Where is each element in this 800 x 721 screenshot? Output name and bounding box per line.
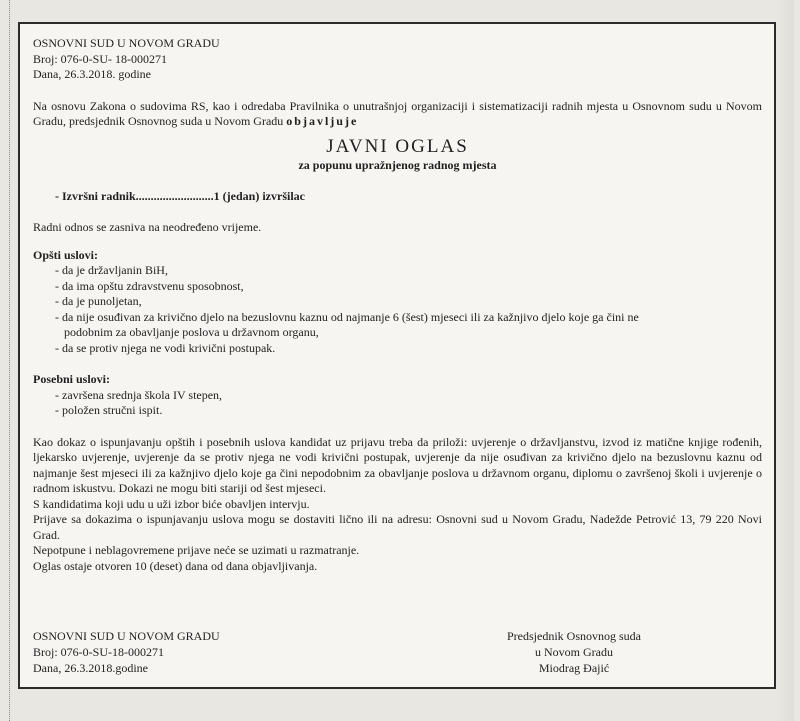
intro-verb: objavljuje — [286, 114, 359, 128]
header-court: OSNOVNI SUD U NOVOM GRADU — [33, 36, 220, 50]
list-item: - da je punoljetan, — [55, 294, 142, 308]
public-notice — [18, 22, 776, 689]
special-conditions-heading: Posebni uslovi: — [33, 372, 111, 386]
general-conditions-heading: Opšti uslovi: — [33, 247, 99, 262]
header-date: Dana, 26.3.2018. godine — [33, 67, 151, 81]
signature-block — [489, 628, 659, 676]
incomplete-paragraph: Nepotpune i neblagovremene prijave neće se uzimati u razmatranje. — [33, 543, 360, 557]
list-item: - završena srednja škola IV stepen, — [55, 387, 223, 402]
list-item: - da je državljanin BiH, — [55, 263, 168, 277]
general-conditions-list — [55, 263, 762, 356]
intro-paragraph — [33, 99, 762, 130]
signatory-name: Miodrag Đajić — [538, 661, 610, 675]
list-item: - da se protiv njega ne vodi krivični postupak. — [55, 340, 276, 355]
notice-body — [33, 36, 762, 574]
footer-number: Broj: 076-0-SU-18-000271 — [33, 645, 164, 659]
scan-shadow — [776, 0, 794, 721]
footer-left — [33, 628, 220, 676]
interview-paragraph: S kandidatima koji udu u uži izbor biće obavljen intervju. — [33, 496, 310, 511]
duration-paragraph: Oglas ostaje otvoren 10 (deset) dana od dana objavljivanja. — [33, 558, 318, 573]
margin-dotted-rule — [9, 0, 10, 721]
employment-type: Radni odnos se zasniva na neodređeno vrijeme. — [33, 220, 262, 234]
footer-date: Dana, 26.3.2018.godine — [33, 661, 148, 675]
special-conditions-list — [55, 388, 762, 419]
list-item — [55, 310, 762, 341]
notice-title: JAVNI OGLAS — [326, 135, 469, 157]
footer-court: OSNOVNI SUD U NOVOM GRADU — [33, 629, 220, 643]
list-item-text: - da nije osuđivan za krivično djelo na bezuslovnu kaznu od najmanje 6 (šest) mjeseci ili za kažnjivo djelo koje ga čini ne — [55, 309, 639, 324]
header-block — [33, 36, 762, 83]
position-line: - Izvršni radnik..........................1 (jedan) izvršilac — [55, 188, 305, 203]
list-item: - da ima opštu zdravstvenu sposobnost, — [55, 278, 244, 293]
signatory-title: Predsjednik Osnovnog suda — [507, 629, 641, 643]
documents-paragraph: Kao dokaz o ispunjavanju opštih i posebnih uslova kandidat uz prijavu treba da priloži: uvjerenje o državljanstvu, izvod iz matične knjige rođenih, ljekarsko uvjerenje, uvjerenje da se protiv njega ne vodi krivični postupak, uvjerenje da nije osuđivan za krivično djelo na bezuslovnu kaznu od najmanje šest mjeseci ili za kažnjivo djelo koje ga čini nepodobnim za obavljanje poslova u državnom organu, diplomu o završenoj školi i uvjerenje o radnom iskustvu. Dokazi ne mogu biti stariji od šest mjeseci. — [33, 434, 762, 495]
notice-subtitle: za popunu upražnjenog radnog mjesta — [298, 157, 497, 172]
list-item-continuation: podobnim za obavljanje poslova u državnom organu, — [64, 325, 319, 339]
intro-text: Na osnovu Zakona o sudovima RS, kao i odredaba Pravilnika o unutrašnjoj organizaciji i sistematizaciji radnih mjesta u Osnovnom sudu u Novom Gradu, predsjednik Osnovnog suda u Novom Gradu — [33, 98, 762, 128]
signatory-court: u Novom Gradu — [535, 645, 613, 659]
header-number: Broj: 076-0-SU- 18-000271 — [33, 51, 167, 66]
address-paragraph: Prijave sa dokazima o ispunjavanju uslova mogu se dostaviti lično ili na adresu: Osnovni sud u Novom Gradu, Nadežde Petrović 13, 79 220 Novi Grad. — [33, 512, 762, 542]
list-item: - položen stručni ispit. — [55, 403, 163, 417]
